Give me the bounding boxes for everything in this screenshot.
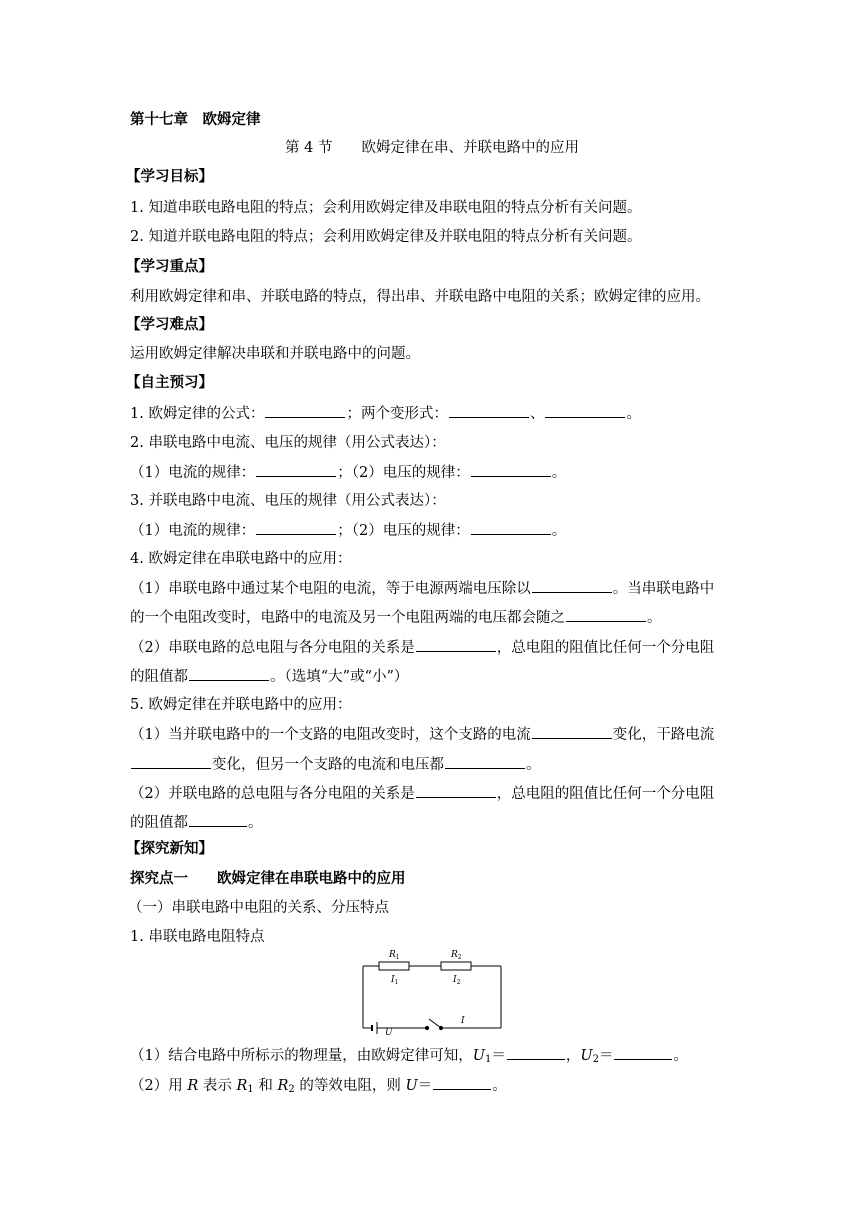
explore-item-1: 1. 串联电路电阻特点 (130, 929, 265, 945)
answer-blank[interactable] (449, 403, 529, 418)
preview-q4: 4. 欧姆定律在串联电路中的应用： (130, 551, 352, 567)
explore-heading: 【探究新知】 (126, 840, 213, 857)
answer-blank[interactable] (416, 637, 496, 652)
answer-blank[interactable] (256, 462, 336, 477)
answer-blank[interactable] (265, 403, 345, 418)
answer-blank[interactable] (507, 1045, 565, 1060)
explore-q1: （1）结合电路中所标示的物理量，由欧姆定律可知，$U_1=$ ，$U_2=$ 。 (130, 1045, 688, 1070)
goal-item-2: 2. 知道并联电路电阻的特点；会利用欧姆定律及并联电阻的特点分析有关问题。 (130, 229, 642, 245)
preview-q3: 3. 并联电路中电流、电压的规律（用公式表达）： (130, 493, 446, 509)
preview-q5-1-line2: 变化，但另一个支路的电流和电压都 。 (130, 754, 541, 775)
preview-q4-1-line1: （1）串联电路中通过某个电阻的电流，等于电源两端电压除以 。当串联电路中 (130, 578, 714, 599)
goal-item-1: 1. 知道串联电路电阻的特点；会利用欧姆定律及串联电阻的特点分析有关问题。 (130, 200, 642, 216)
answer-blank[interactable] (532, 724, 612, 739)
label-r2: $R_2$ (451, 950, 462, 961)
label-i1: $I_1$ (391, 975, 399, 986)
answer-blank[interactable] (416, 783, 496, 798)
explore-q2: （2）用 R 表示 $R_1$ 和 $R_2$ 的等效电阻，则 U＝ 。 (130, 1075, 507, 1100)
label-i: I (461, 1016, 465, 1026)
key-points-text: 利用欧姆定律和串、并联电路的特点，得出串、并联电路中电阻的关系；欧姆定律的应用。 (130, 289, 710, 305)
answer-blank[interactable] (566, 607, 646, 622)
label-u: U (385, 1028, 393, 1036)
preview-q4-1-line2: 的一个电阻改变时，电路中的电流及另一个电阻两端的电压都会随之 。 (130, 607, 662, 628)
switch-icon (429, 1019, 441, 1028)
resistor-r1-icon (379, 962, 409, 970)
preview-heading: 【自主预习】 (126, 374, 213, 391)
section-title: 第 4 节 欧姆定律在串、并联电路中的应用 (285, 140, 579, 156)
preview-q5-1-line1: （1）当并联电路中的一个支路的电阻改变时，这个支路的电流 变化，干路电流 (130, 724, 714, 745)
preview-q3-parts: （1）电流的规律： ；（2）电压的规律： 。 (130, 520, 566, 541)
label-r1: $R_1$ (389, 950, 400, 961)
explore-sub-1: （一）串联电路中电阻的关系、分压特点 (128, 900, 389, 916)
chapter-title: 第十七章 欧姆定律 (130, 111, 261, 128)
key-points-heading: 【学习重点】 (126, 258, 213, 275)
answer-blank[interactable] (545, 403, 625, 418)
answer-blank[interactable] (614, 1045, 672, 1060)
answer-blank[interactable] (189, 812, 247, 827)
resistor-r2-icon (441, 962, 471, 970)
answer-blank[interactable] (471, 462, 551, 477)
series-circuit-diagram (355, 944, 515, 1036)
preview-q5-2-line2: 的阻值都 。 (130, 812, 263, 833)
answer-blank[interactable] (131, 754, 211, 769)
preview-q1: 1. 欧姆定律的公式： ；两个变形式： 、 。 (130, 403, 641, 424)
preview-q4-2-line1: （2）串联电路的总电阻与各分电阻的关系是 ，总电阻的阻值比任何一个分电阻 (130, 637, 714, 658)
preview-q5-2-line1: （2）并联电路的总电阻与各分电阻的关系是 ，总电阻的阻值比任何一个分电阻 (130, 783, 714, 804)
answer-blank[interactable] (471, 520, 551, 535)
difficulty-text: 运用欧姆定律解决串联和并联电路中的问题。 (130, 346, 420, 362)
goals-heading: 【学习目标】 (126, 168, 213, 185)
explore-point-1: 探究点一 欧姆定律在串联电路中的应用 (130, 870, 406, 887)
label-i2: $I_2$ (453, 975, 461, 986)
preview-q2-parts: （1）电流的规律： ；（2）电压的规律： 。 (130, 462, 566, 483)
preview-q4-2-line2: 的阻值都 。（选填“大”或“小”） (130, 666, 408, 687)
answer-blank[interactable] (189, 666, 269, 681)
answer-blank[interactable] (445, 754, 525, 769)
answer-blank[interactable] (532, 578, 612, 593)
difficulty-heading: 【学习难点】 (126, 316, 213, 333)
answer-blank[interactable] (256, 520, 336, 535)
answer-blank[interactable] (433, 1075, 491, 1090)
preview-q5: 5. 欧姆定律在并联电路中的应用： (130, 697, 352, 713)
preview-q2: 2. 串联电路中电流、电压的规律（用公式表达）： (130, 435, 446, 451)
